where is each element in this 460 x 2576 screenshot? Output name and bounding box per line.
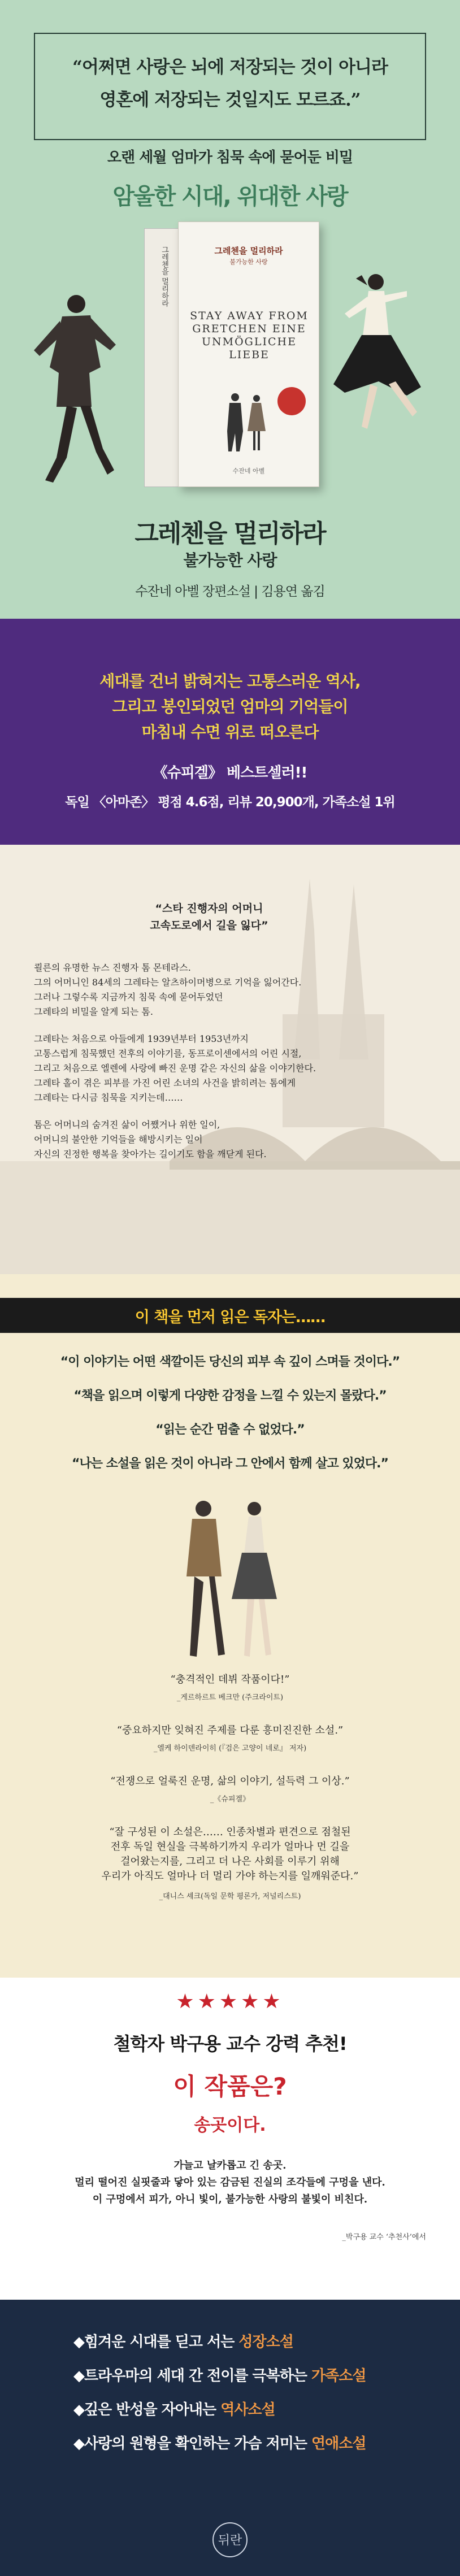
genre-item-text: ◆깊은 반성을 자아내는 <box>73 2401 221 2418</box>
story-line: 그레타는 다시금 침묵을 지키는데…… <box>34 1092 183 1103</box>
critic-source: _게르하르트 베크만 (주크라이트) <box>176 1693 284 1702</box>
reader-quote: “이 이야기는 어떤 색깔이든 당신의 피부 속 깊이 스며들 것이다.” <box>60 1355 400 1369</box>
book-cover-image <box>144 221 319 487</box>
star-rating-icon: ★★★★★ <box>176 1990 284 2013</box>
critic-blurb-line: 걸어왔는지를, 그리고 더 나은 사회를 이루기 위해 <box>120 1856 340 1867</box>
hero-quote-line: 영혼에 저장되는 것일지도 모르죠.” <box>99 90 361 110</box>
running-man-illustration <box>23 288 119 492</box>
genre-highlight: 연애소설 <box>311 2435 366 2452</box>
story-line: 그레타 홀이 겪은 피부를 가진 어린 소녀의 사건을 밝히려는 톰에게 <box>34 1078 296 1088</box>
story-line: 그레타는 처음으로 아들에게 1939년부터 1953년까지 <box>34 1033 249 1044</box>
genre-highlight: 가족소설 <box>311 2368 366 2384</box>
amazon-stats: 독일 〈아마존〉 평점 4.6점, 리뷰 20,900개, 가족소설 1위 <box>65 795 395 810</box>
recommendation-answer: 송곳이다. <box>194 2115 266 2135</box>
story-line: 톰은 어머니의 숨겨진 삶이 어쨌거나 위한 일이, <box>34 1119 220 1130</box>
genre-highlight: 성장소설 <box>238 2334 293 2351</box>
genre-item-text: ◆사랑의 원형을 확인하는 가슴 저미는 <box>73 2435 311 2452</box>
critic-source: _《슈피겔》 <box>210 1795 250 1804</box>
story-line: 그의 어머니인 84세의 그레타는 알츠하이머병으로 기억을 잃어간다. <box>34 977 302 988</box>
reader-quote: “책을 읽으며 이렇게 다양한 감정을 느낄 수 있는지 몰랐다.” <box>73 1389 387 1403</box>
critic-source: _엘케 하이덴라이히 (『검은 고양이 네로』 저자) <box>153 1744 307 1753</box>
hero-subtitle: 오랜 세월 엄마가 침묵 속에 묻어둔 비밀 <box>107 149 353 166</box>
bestseller-label: 《슈피겔》 베스트셀러!! <box>153 764 307 781</box>
book-spine <box>144 228 179 487</box>
genre-item <box>73 2359 424 2393</box>
book-cover-subtitle: 불가능한 사랑 <box>229 258 268 266</box>
story-line: 고통스럽게 침묵했던 전후의 이야기를, 동프로이센에서의 어린 시절, <box>34 1048 302 1059</box>
story-line: 그리고 처음으로 엘렌에 사랑에 빠진 운명 같은 자신의 삶을 이야기한다. <box>34 1063 316 1074</box>
genre-item <box>73 2393 424 2427</box>
story-line: 자신의 진정한 행복을 찾아가는 길이기도 함을 깨닫게 된다. <box>34 1149 267 1159</box>
running-woman-illustration <box>322 268 435 455</box>
book-spine-title: 그레첸을 멀리하라 <box>160 246 168 307</box>
history-tagline <box>0 668 460 745</box>
recommendation-question: 이 작품은? <box>173 2073 287 2100</box>
book-front-cover <box>178 221 319 487</box>
recommendation-body <box>0 2157 460 2208</box>
reader-reviews-title: 이 책을 먼저 읽은 독자는…… <box>134 1309 326 1326</box>
critic-source: _대니스 셰크(독일 문학 평론가, 저널리스트) <box>159 1892 301 1901</box>
book-cover-couple-icon <box>224 392 269 454</box>
history-banner <box>0 619 460 845</box>
hero-quote-line: “어쩌면 사랑은 뇌에 저장되는 것이 아니라 <box>72 57 388 77</box>
story-paragraph <box>34 961 384 1019</box>
critic-blurb: “충격적인 데뷔 작품이다!” <box>170 1674 290 1686</box>
book-cover-english-title: STAY AWAY FROM GRETCHEN EINE UNMÖGLICHE LIEBE <box>190 310 309 361</box>
critic-blurb-line: 우리가 아직도 얼마나 더 멀리 가야 하는지를 일깨워준다.” <box>101 1870 359 1882</box>
recommendation-line: 멀리 떨어진 실핏줄과 닿아 있는 감금된 진실의 조각들에 구멍을 낸다. <box>75 2177 385 2188</box>
tagline-line: 마침내 수면 위로 떠오른다 <box>141 723 319 741</box>
walking-couple-illustration <box>170 1492 294 1673</box>
story-line: 어머니의 불안한 기억들을 해방시키는 일이 <box>34 1134 203 1145</box>
genre-item-text: ◆트라우마의 세대 간 전이를 극복하는 <box>73 2368 311 2384</box>
tagline-line: 세대를 건너 밝혀지는 고통스러운 역사, <box>99 672 361 690</box>
critic-blurb: “전쟁으로 얼룩진 운명, 삶의 이야기, 설득력 그 이상.” <box>110 1775 350 1787</box>
book-cover-title: 그레첸을 멀리하라 <box>214 246 283 256</box>
critic-blurb-line: 전후 독일 현실을 극복하기까지 우리가 얼마나 먼 길을 <box>110 1841 350 1853</box>
critic-blurb: “중요하지만 잊혀진 주제를 다룬 흥미진진한 소설.” <box>116 1724 344 1736</box>
book-cover-author: 수잔네 아벨 <box>232 467 265 475</box>
story-headline-line: 고속도로에서 길을 잃다” <box>150 919 268 932</box>
story-paragraph <box>34 1118 384 1162</box>
tagline-line: 그리고 봉인되었던 엄마의 기억들이 <box>112 697 348 716</box>
story-line: 그레타의 비밀을 알게 되는 톰. <box>34 1006 153 1017</box>
book-title: 그레첸을 멀리하라 <box>134 519 326 548</box>
story-headline-line: “스타 진행자의 어머니 <box>155 902 263 915</box>
recommendation-signature: _박구용 교수 ‘추천사’에서 <box>342 2233 426 2241</box>
publisher-logo-icon <box>202 2517 258 2562</box>
critic-blurb <box>0 1825 460 1884</box>
book-cover-badge <box>277 387 306 415</box>
hero-section <box>0 0 460 619</box>
reader-reviews-banner <box>0 1298 460 1333</box>
genre-item <box>73 2427 424 2461</box>
reader-reviews-section <box>0 1274 460 1978</box>
recommendation-section <box>0 1978 460 2300</box>
genre-item-text: ◆힘겨운 시대를 딛고 서는 <box>73 2334 239 2351</box>
hero-headline: 암울한 시대, 위대한 사랑 <box>112 184 348 210</box>
story-paragraph <box>34 1032 384 1105</box>
recommendation-headline: 철학자 박구용 교수 강력 추천! <box>113 2033 347 2054</box>
genre-highlight: 역사소설 <box>220 2401 275 2418</box>
genre-list <box>73 2325 424 2461</box>
publisher-logo-text: 뒤란 <box>218 2534 242 2548</box>
author-translator: 수잔네 아벨 장편소설 | 김용연 옮김 <box>135 584 325 599</box>
story-headline <box>136 900 283 934</box>
genre-summary-section <box>0 2300 460 2576</box>
critic-blurb-line: “잘 구성된 이 소설은…… 인종차별과 편견으로 점철된 <box>109 1826 351 1838</box>
story-section <box>0 845 460 1274</box>
hero-quote-box <box>34 33 426 140</box>
story-body <box>34 961 384 1174</box>
recommendation-line: 이 구멍에서 피가, 아니 빛이, 불가능한 사랑의 불빛이 비친다. <box>92 2193 368 2205</box>
story-line: 쾰른의 유명한 뉴스 진행자 톰 몬테라스. <box>34 962 191 973</box>
genre-item <box>73 2325 424 2359</box>
story-line: 그러나 그렇수록 지금까지 침묵 속에 묻어두었던 <box>34 992 223 1002</box>
recommendation-line: 가늘고 날카롭고 긴 송곳. <box>173 2160 287 2171</box>
reader-quote: “읽는 순간 멈출 수 없었다.” <box>155 1423 305 1437</box>
book-subtitle: 불가능한 사랑 <box>183 551 277 570</box>
reader-quote: “나는 소설을 읽은 것이 아니라 그 안에서 함께 살고 있었다.” <box>71 1457 388 1471</box>
